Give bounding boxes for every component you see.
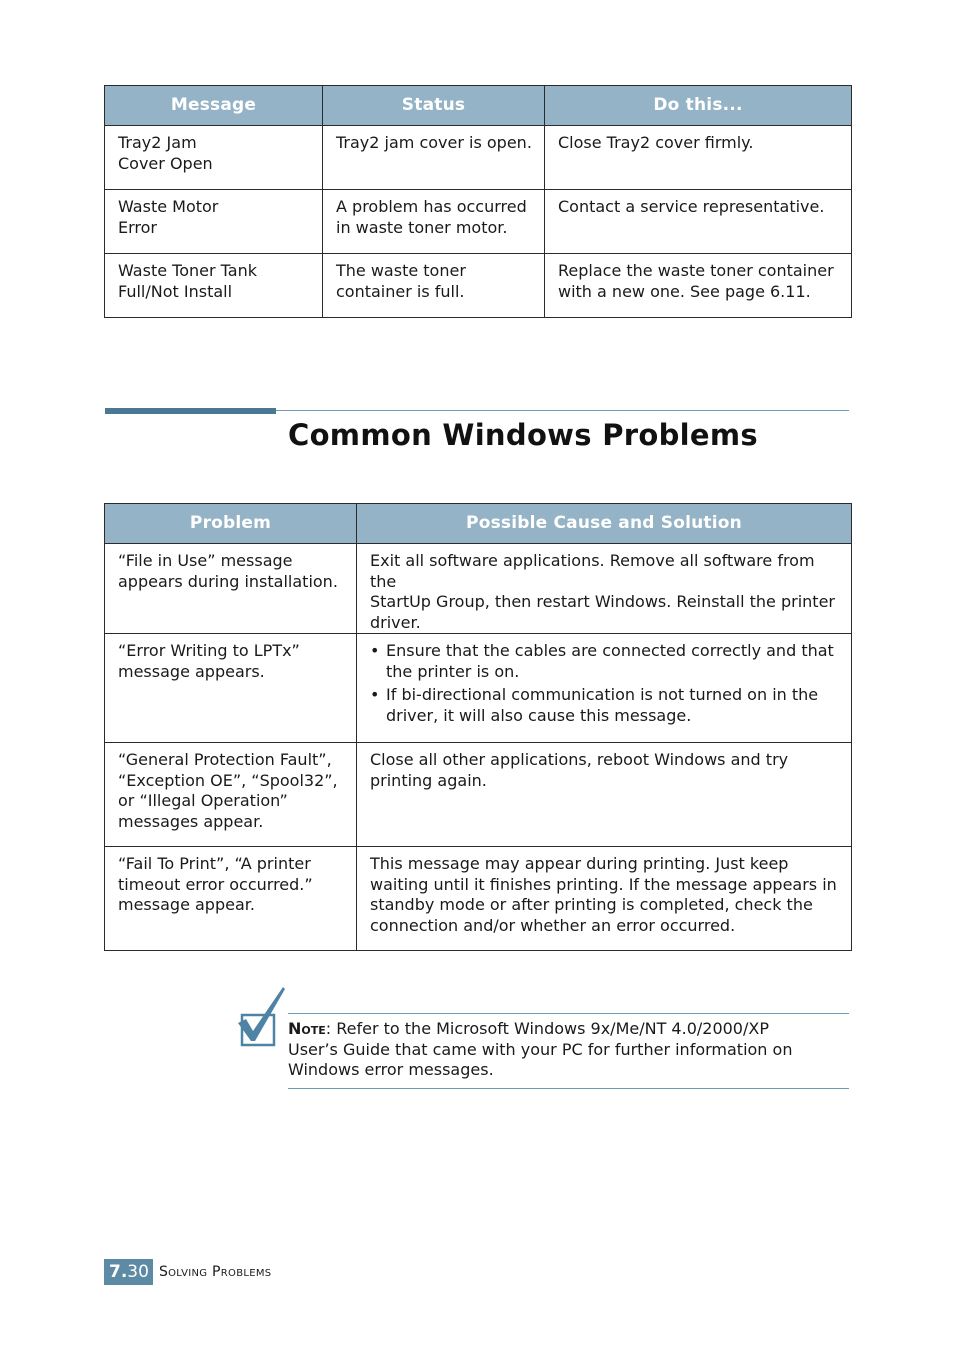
cell-line: StartUp Group, then restart Windows. Reinstall the printer [370, 592, 835, 611]
action-cell [545, 190, 852, 254]
message-cell [105, 126, 323, 190]
cell-line: Replace the waste toner container [558, 261, 834, 280]
cell-line: Error [118, 217, 157, 237]
note-line: : Refer to the Microsoft Windows 9x/Me/NT 4.0/2000/XP [325, 1019, 769, 1038]
cell-line: standby mode or after printing is completed, check the [370, 895, 813, 914]
cell-line: with a new one. See page 6.11. [558, 281, 811, 301]
section-rule-accent [105, 408, 276, 414]
cell-line: Full/Not Install [118, 281, 233, 301]
cell-line: the printer is on. [386, 661, 520, 681]
cell-line: Waste Toner Tank [118, 261, 257, 280]
problem-cell [105, 544, 357, 634]
status-cell [323, 126, 545, 190]
table-row [105, 190, 852, 254]
message-cell [105, 190, 323, 254]
bullet-icon: • [370, 685, 380, 704]
cell-line: Cover Open [118, 153, 213, 173]
cell-line: Exit all software applications. Remove all software from the [370, 551, 815, 591]
cell-line: Tray2 Jam [118, 133, 197, 152]
solution-cell [357, 743, 852, 847]
cell-line: The waste toner [336, 261, 466, 280]
solution-bullet-list [370, 641, 841, 726]
list-item [370, 641, 841, 682]
cell-line: This message may appear during printing. Just keep [370, 854, 789, 873]
page-number: 30 [127, 1262, 149, 1282]
cell-line: A problem has occurred [336, 197, 527, 216]
table-row [105, 743, 852, 847]
footer-section-title: Solving Problems [158, 1264, 272, 1280]
cell-line: If bi-directional communication is not turned on in the [386, 685, 819, 704]
note-line: User’s Guide that came with your PC for further information on [288, 1039, 793, 1059]
cell-line: container is full. [336, 281, 465, 301]
solution-cell [357, 544, 852, 634]
table-row [105, 847, 852, 951]
cell-line: in waste toner motor. [336, 217, 508, 237]
page-number-badge [104, 1259, 153, 1285]
cell-line: or “Illegal Operation” [118, 791, 288, 810]
table-row [105, 634, 852, 743]
chapter-number: 7. [109, 1262, 128, 1282]
cell-line: waiting until it finishes printing. If the message appears in [370, 874, 837, 894]
cell-line: “Error Writing to LPTx” [118, 641, 300, 660]
message-cell [105, 254, 323, 318]
section-rule [276, 410, 849, 411]
note-text [288, 1019, 848, 1081]
table-header-row [105, 86, 852, 126]
note-line: Windows error messages. [288, 1060, 494, 1079]
table-row [105, 544, 852, 634]
solution-cell [357, 634, 852, 743]
problem-cell [105, 743, 357, 847]
table-row [105, 254, 852, 318]
message-status-table [104, 85, 852, 318]
cell-line: messages appear. [118, 811, 264, 831]
column-header-status: Status [323, 86, 545, 126]
solution-cell [357, 847, 852, 951]
cell-line: Close Tray2 cover firmly. [558, 133, 754, 152]
action-cell [545, 254, 852, 318]
note-rule-bottom [288, 1088, 849, 1089]
cell-line: Tray2 jam cover is open. [336, 133, 532, 152]
note-label: Note [288, 1019, 326, 1038]
status-cell [323, 190, 545, 254]
problem-cell [105, 634, 357, 743]
action-cell [545, 126, 852, 190]
cell-line: printing again. [370, 770, 487, 790]
column-header-message: Message [105, 86, 323, 126]
cell-line: “General Protection Fault”, [118, 750, 332, 769]
problem-cell [105, 847, 357, 951]
cell-line: timeout error occurred.” [118, 874, 313, 894]
cell-line: driver, it will also cause this message. [386, 705, 692, 725]
cell-line: message appear. [118, 895, 255, 914]
cell-line: Close all other applications, reboot Windows and try [370, 750, 789, 769]
cell-line: “Exception OE”, “Spool32”, [118, 770, 338, 790]
list-item [370, 685, 841, 726]
bullet-icon: • [370, 641, 380, 660]
cell-line: message appears. [118, 661, 265, 681]
column-header-action: Do this... [545, 86, 852, 126]
cell-line: Waste Motor [118, 197, 219, 216]
cell-line: appears during installation. [118, 571, 338, 591]
cell-line: connection and/or whether an error occurred. [370, 915, 736, 935]
cell-line: Ensure that the cables are connected correctly and that [386, 641, 834, 660]
windows-problems-table [104, 503, 852, 951]
table-header-row [105, 504, 852, 544]
column-header-problem: Problem [105, 504, 357, 544]
cell-line: “Fail To Print”, “A printer [118, 854, 311, 873]
page-footer [104, 1259, 271, 1285]
checkmark-note-icon [236, 985, 288, 1049]
cell-line: Contact a service representative. [558, 197, 825, 216]
column-header-solution: Possible Cause and Solution [357, 504, 852, 544]
note-rule-top [288, 1013, 849, 1014]
status-cell [323, 254, 545, 318]
cell-line: “File in Use” message [118, 551, 293, 570]
section-title: Common Windows Problems [288, 418, 758, 452]
table-row [105, 126, 852, 190]
cell-line: driver. [370, 612, 421, 632]
